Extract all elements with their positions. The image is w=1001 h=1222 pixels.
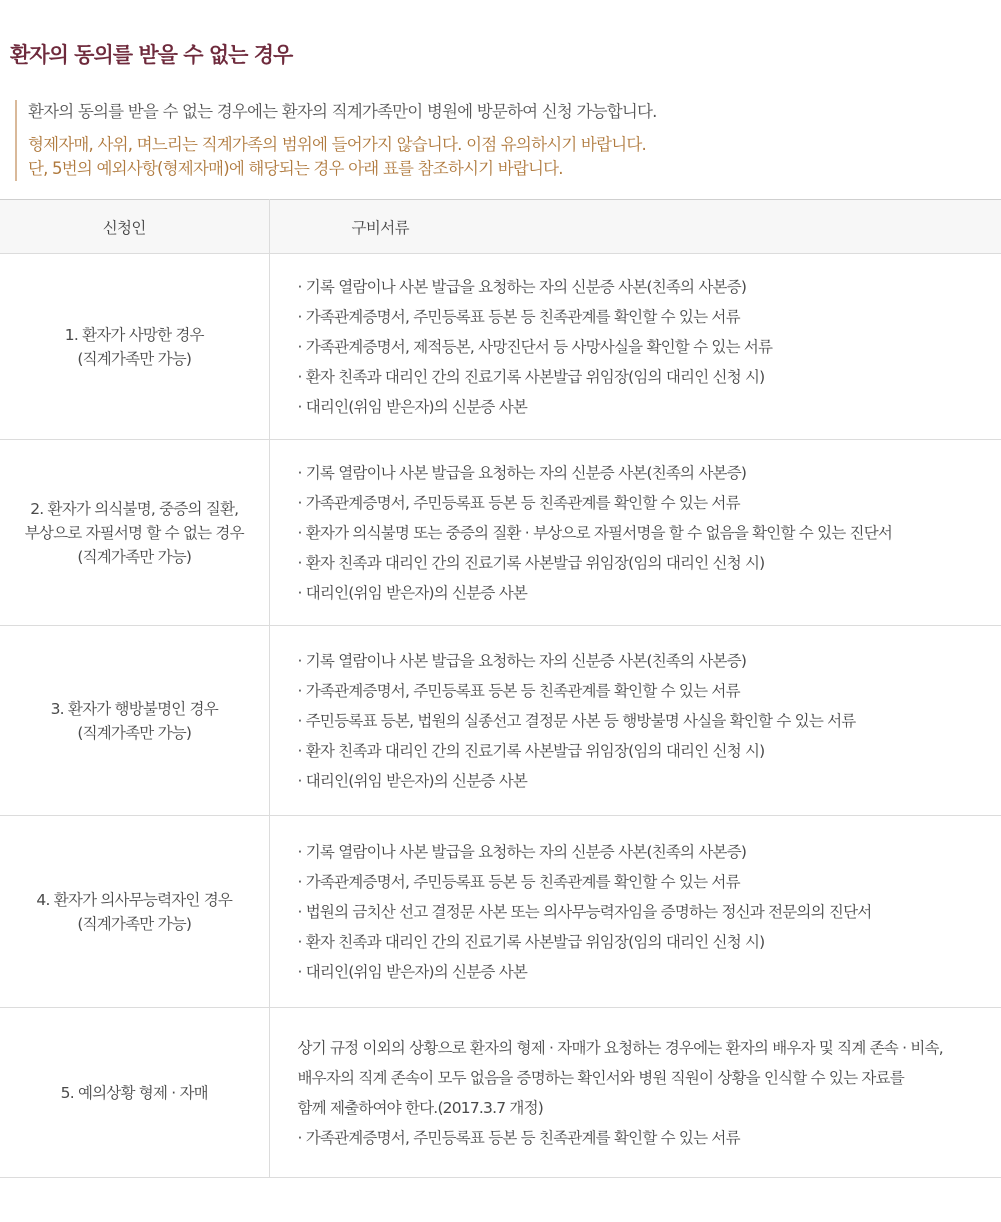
applicant-cell (0, 254, 269, 440)
document-item: · 환자가 의식불명 또는 중증의 질환 · 부상으로 자필서명을 할 수 없음을 확인할 수 있는 진단서 (297, 523, 893, 542)
document-item: · 기록 열람이나 사본 발급을 요청하는 자의 신분증 사본(친족의 사본증) (297, 842, 747, 861)
document-item: · 대리인(위임 받은자)의 신분증 사본 (297, 583, 528, 602)
document-item: · 환자 친족과 대리인 간의 진료기록 사본발급 위임장(임의 대리인 신청 시) (297, 741, 765, 760)
applicant-case-continued: 부상으로 자필서명 할 수 없는 경우 (24, 523, 244, 542)
table-header-row (0, 200, 1001, 254)
documents-cell (269, 816, 1001, 1008)
documents-cell (269, 254, 1001, 440)
notice-warning-line: 형제자매, 사위, 며느리는 직계가족의 범위에 들어가지 않습니다. 이점 유의하시기 바랍니다. (28, 135, 646, 154)
documents-cell (269, 1008, 1001, 1178)
applicant-case: 4. 환자가 의사무능력자인 경우 (36, 890, 233, 909)
exception-paragraph-line: 함께 제출하여야 한다.(2017.3.7 개정) (297, 1098, 544, 1117)
applicant-case: 5. 예의상황 형제 · 자매 (60, 1083, 208, 1102)
exception-paragraph-line: 상기 규정 이외의 상황으로 환자의 형제 · 자매가 요청하는 경우에는 환자의 배우자 및 직계 존속 · 비속, (297, 1038, 943, 1057)
table-row-missing (0, 626, 1001, 816)
document-item: · 기록 열람이나 사본 발급을 요청하는 자의 신분증 사본(친족의 사본증) (297, 277, 747, 296)
document-item: · 환자 친족과 대리인 간의 진료기록 사본발급 위임장(임의 대리인 신청 시) (297, 553, 765, 572)
document-item: · 기록 열람이나 사본 발급을 요청하는 자의 신분증 사본(친족의 사본증) (297, 651, 747, 670)
applicant-condition: (직계가족만 가능) (77, 723, 192, 742)
documents-cell (269, 440, 1001, 626)
document-item: · 대리인(위임 받은자)의 신분증 사본 (297, 962, 528, 981)
document-item: · 기록 열람이나 사본 발급을 요청하는 자의 신분증 사본(친족의 사본증) (297, 463, 747, 482)
applicant-column-header: 신청인 (0, 200, 269, 254)
exception-paragraph-line: 배우자의 직계 존속이 모두 없음을 증명하는 확인서와 병원 직원이 상황을 인식할 수 있는 자료를 (297, 1068, 904, 1087)
applicant-case: 2. 환자가 의식불명, 중증의 질환, (30, 499, 239, 518)
applicant-condition: (직계가족만 가능) (77, 547, 192, 566)
table-row-unconscious (0, 440, 1001, 626)
applicant-case: 3. 환자가 행방불명인 경우 (50, 699, 218, 718)
table-header (0, 200, 1001, 254)
table-body (0, 254, 1001, 1178)
documents-cell (269, 626, 1001, 816)
table-row-siblings-exception (0, 1008, 1001, 1178)
applicant-cell (0, 440, 269, 626)
required-documents-table (0, 199, 1001, 1178)
documents-column-header: 구비서류 (269, 200, 1001, 254)
applicant-cell (0, 626, 269, 816)
document-item: · 가족관계증명서, 주민등록표 등본 등 친족관계를 확인할 수 있는 서류 (297, 1128, 740, 1147)
notice-exception-line: 단, 5번의 예외사항(형제자매)에 해당되는 경우 아래 표를 참조하시기 바랍니다. (28, 159, 563, 178)
document-item: · 가족관계증명서, 주민등록표 등본 등 친족관계를 확인할 수 있는 서류 (297, 681, 740, 700)
applicant-cell (0, 816, 269, 1008)
notice-box (15, 100, 657, 181)
document-item: · 주민등록표 등본, 법원의 실종선고 결정문 사본 등 행방불명 사실을 확인할 수 있는 서류 (297, 711, 856, 730)
page-title: 환자의 동의를 받을 수 없는 경우 (10, 43, 293, 67)
document-item: · 대리인(위임 받은자)의 신분증 사본 (297, 771, 528, 790)
table-row-incompetent (0, 816, 1001, 1008)
applicant-condition: (직계가족만 가능) (77, 349, 192, 368)
applicant-cell (0, 1008, 269, 1178)
document-item: · 환자 친족과 대리인 간의 진료기록 사본발급 위임장(임의 대리인 신청 시) (297, 367, 765, 386)
notice-line: 환자의 동의를 받을 수 없는 경우에는 환자의 직계가족만이 병원에 방문하여 신청 가능합니다. (28, 102, 657, 121)
table-row-deceased (0, 254, 1001, 440)
document-item: · 법원의 금치산 선고 결정문 사본 또는 의사무능력자임을 증명하는 정신과 전문의의 진단서 (297, 902, 872, 921)
document-item: · 가족관계증명서, 주민등록표 등본 등 친족관계를 확인할 수 있는 서류 (297, 307, 740, 326)
applicant-case: 1. 환자가 사망한 경우 (64, 325, 204, 344)
document-item: · 가족관계증명서, 주민등록표 등본 등 친족관계를 확인할 수 있는 서류 (297, 493, 740, 512)
document-item: · 환자 친족과 대리인 간의 진료기록 사본발급 위임장(임의 대리인 신청 시) (297, 932, 765, 951)
document-item: · 가족관계증명서, 제적등본, 사망진단서 등 사망사실을 확인할 수 있는 서류 (297, 337, 773, 356)
applicant-condition: (직계가족만 가능) (77, 914, 192, 933)
document-item: · 가족관계증명서, 주민등록표 등본 등 친족관계를 확인할 수 있는 서류 (297, 872, 740, 891)
document-item: · 대리인(위임 받은자)의 신분증 사본 (297, 397, 528, 416)
